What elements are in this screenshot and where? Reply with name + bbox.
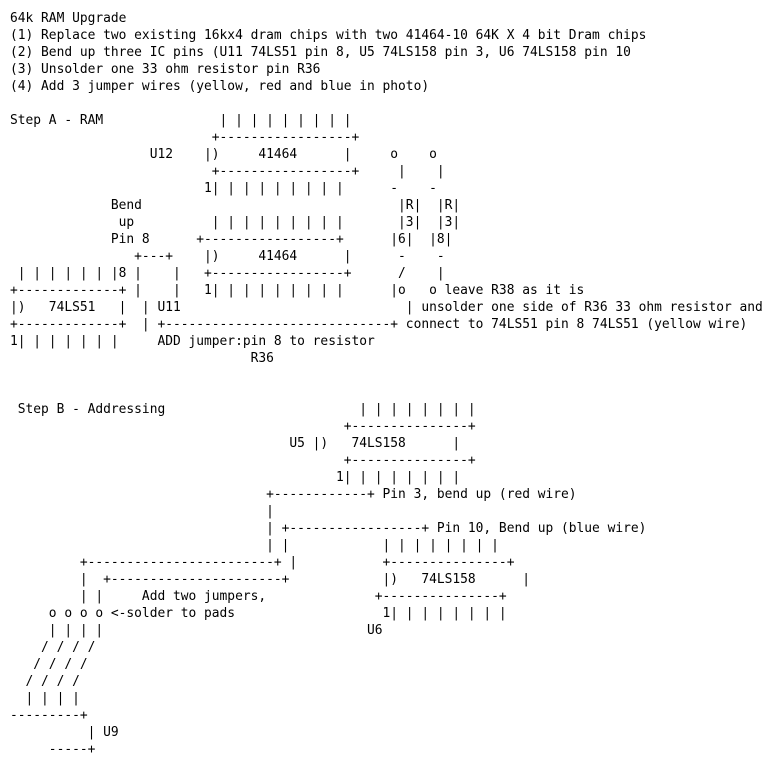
document-line: +-------------+ | +-----------------------------+ connect to 74LS51 pin 8 74LS51 (yellow wire) xyxy=(10,317,748,332)
document-line: | | | | xyxy=(10,691,80,706)
document-line: | +----------------------+ |) 74LS158 | xyxy=(10,572,530,587)
document-line: | +-----------------+ Pin 10, Bend up (blue wire) xyxy=(10,521,647,536)
document-line: Step B - Addressing | | | | | | | | xyxy=(10,402,476,417)
document-line: / / / / xyxy=(10,640,96,655)
document-line: | | | | U6 xyxy=(10,623,383,638)
ascii-diagram-document xyxy=(10,10,763,758)
document-line: / / / / xyxy=(10,657,88,672)
document-line: / / / / xyxy=(10,674,80,689)
document-line: (4) Add 3 jumper wires (yellow, red and blue in photo) xyxy=(10,79,430,94)
document-line: +---------------+ xyxy=(10,453,476,468)
document-line: 1| | | | | | | | xyxy=(10,470,461,485)
document-line: R36 xyxy=(10,351,274,366)
document-line: U5 |) 74LS158 | xyxy=(10,436,461,451)
document-line: | | Add two jumpers, +---------------+ xyxy=(10,589,507,604)
document-line: +-------------+ | | 1| | | | | | | | | |o o leave R38 as it is xyxy=(10,283,585,298)
document-line: +-----------------+ | | xyxy=(10,164,445,179)
document-line: | | | | | | | | | | xyxy=(10,538,499,553)
document-line: | U9 xyxy=(10,725,119,740)
document-line: ---------+ xyxy=(10,708,88,723)
document-line: (2) Bend up three IC pins (U11 74LS51 pin 8, U5 74LS158 pin 3, U6 74LS158 pin 10 xyxy=(10,45,631,60)
document-line: +---+ |) 41464 | - - xyxy=(10,249,445,264)
document-line: +------------+ Pin 3, bend up (red wire) xyxy=(10,487,577,502)
document-line: (3) Unsolder one 33 ohm resistor pin R36 xyxy=(10,62,321,77)
document-line: o o o o <-solder to pads 1| | | | | | | | xyxy=(10,606,507,621)
document-line: +---------------+ xyxy=(10,419,476,434)
document-line: 64k RAM Upgrade xyxy=(10,11,127,26)
document-line: up | | | | | | | | | |3| |3| xyxy=(10,215,461,230)
document-line: 1| | | | | | | | | - - xyxy=(10,181,437,196)
document-line: +-----------------+ xyxy=(10,130,360,145)
document-line: U12 |) 41464 | o o xyxy=(10,147,437,162)
document-line: -----+ xyxy=(10,742,96,757)
document-line: (1) Replace two existing 16kx4 dram chips with two 41464-10 64K X 4 bit Dram chips xyxy=(10,28,647,43)
document-line: | | | | | | |8 | | +-----------------+ / | xyxy=(10,266,445,281)
document-line: +------------------------+ | +---------------+ xyxy=(10,555,515,570)
document-line: Pin 8 +-----------------+ |6| |8| xyxy=(10,232,453,247)
document-line: 1| | | | | | | ADD jumper:pin 8 to resistor xyxy=(10,334,375,349)
document-line: | xyxy=(10,504,274,519)
document-line: |) 74LS51 | | U11 | unsolder one side of R36 33 ohm resistor and xyxy=(10,300,763,315)
document-line: Bend |R| |R| xyxy=(10,198,461,213)
document-line: Step A - RAM | | | | | | | | | xyxy=(10,113,352,128)
